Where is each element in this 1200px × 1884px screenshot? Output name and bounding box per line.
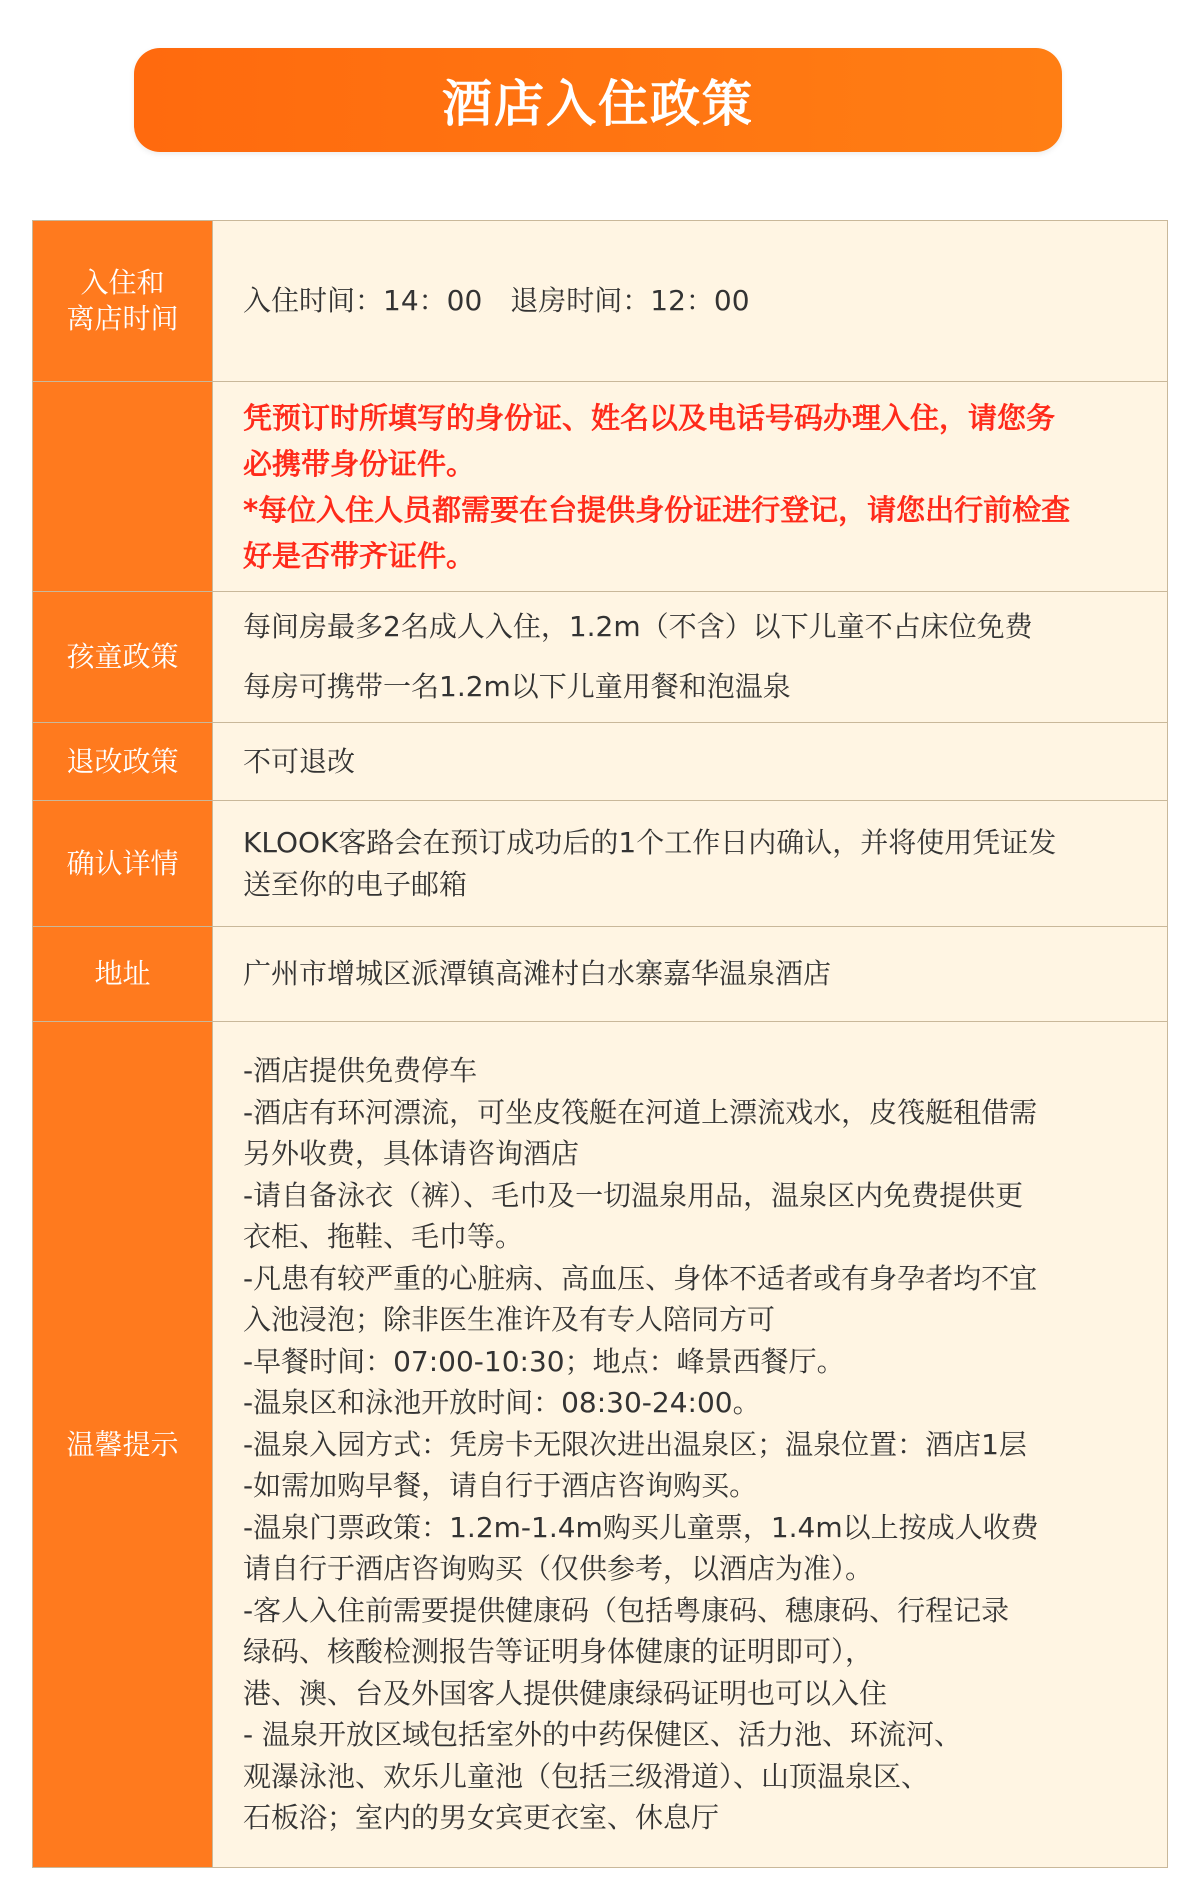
- row-label-line: 孩童政策: [66, 640, 179, 673]
- content-line: 请自行于酒店咨询购买（仅供参考，以酒店为准）。: [243, 1552, 874, 1586]
- row-child-policy: [33, 592, 1167, 723]
- row-label: [33, 221, 213, 381]
- content-line: -温泉门票政策：1.2m-1.4m购买儿童票，1.4m以上按成人收费: [243, 1510, 1039, 1544]
- policy-table: [32, 220, 1168, 1868]
- content-line: -客人入住前需要提供健康码（包括粤康码、穗康码、行程记录: [243, 1593, 1010, 1627]
- page-title: 酒店入住政策: [442, 75, 754, 133]
- content-line: 观瀑泳池、欢乐儿童池（包括三级滑道）、山顶温泉区、: [243, 1759, 930, 1793]
- content-line: 每房可携带一名1.2m以下儿童用餐和泡温泉: [243, 670, 791, 703]
- row-label-line: 确认详情: [66, 846, 179, 880]
- content-line: -温泉入园方式：凭房卡无限次进出温泉区；温泉位置：酒店1层: [243, 1427, 1027, 1461]
- row-confirmation: [33, 801, 1167, 927]
- row-label-line: 地址: [94, 957, 151, 990]
- row-content: [213, 1022, 1167, 1867]
- content-line: 广州市增城区派潭镇高滩村白水寨嘉华温泉酒店: [243, 957, 832, 990]
- row-label: [33, 592, 213, 722]
- row-label: [33, 927, 213, 1021]
- row-address: [33, 927, 1167, 1022]
- content-line: 必携带身份证件。: [243, 446, 476, 481]
- row-label: [33, 801, 213, 926]
- row-content: [213, 801, 1167, 926]
- content-line: KLOOK客路会在预订成功后的1个工作日内确认，并将使用凭证发: [243, 825, 1057, 859]
- row-label: [33, 382, 213, 591]
- content-line: -早餐时间：07:00-10:30；地点：峰景西餐厅。: [243, 1344, 845, 1378]
- row-content: [213, 382, 1167, 591]
- content-line: 衣柜、拖鞋、毛巾等。: [243, 1220, 524, 1254]
- row-label: [33, 723, 213, 800]
- content-line: -温泉区和泳池开放时间：08:30-24:00。: [243, 1386, 761, 1420]
- content-line: 石板浴；室内的男女宾更衣室、休息厅: [243, 1801, 720, 1835]
- row-label-line: 离店时间: [66, 302, 179, 335]
- row-id-requirement: [33, 382, 1167, 592]
- row-content: [213, 723, 1167, 800]
- content-line: -请自备泳衣（裤）、毛巾及一切温泉用品，温泉区内免费提供更: [243, 1178, 1024, 1212]
- row-label: [33, 1022, 213, 1867]
- content-line: 入住时间：14：00 退房时间：12：00: [243, 284, 750, 317]
- row-checkin-time: [33, 221, 1167, 382]
- content-line: 不可退改: [243, 744, 356, 778]
- content-line: 凭预订时所填写的身份证、姓名以及电话号码办理入住，请您务: [243, 400, 1056, 435]
- content-line: -凡患有较严重的心脏病、高血压、身体不适者或有身孕者均不宜: [243, 1261, 1038, 1295]
- row-label-line: 入住和: [80, 266, 165, 299]
- row-tips: [33, 1022, 1167, 1867]
- row-label-line: 温馨提示: [66, 1427, 179, 1461]
- content-line: -酒店提供免费停车: [243, 1054, 478, 1088]
- content-line: -酒店有环河漂流，可坐皮筏艇在河道上漂流戏水，皮筏艇租借需: [243, 1095, 1038, 1129]
- content-line: 绿码、核酸检测报告等证明身体健康的证明即可），: [243, 1635, 874, 1669]
- content-line: *每位入住人员都需要在台提供身份证进行登记，请您出行前检查: [243, 492, 1071, 527]
- content-line: 好是否带齐证件。: [243, 538, 476, 573]
- page-title-banner: [134, 48, 1062, 152]
- row-content: [213, 927, 1167, 1021]
- row-label-line: 退改政策: [66, 744, 179, 778]
- content-line: -如需加购早餐，请自行于酒店咨询购买。: [243, 1469, 758, 1503]
- content-line: 另外收费，具体请咨询酒店: [243, 1137, 580, 1171]
- content-line: 每间房最多2名成人入住，1.2m（不含）以下儿童不占床位免费: [243, 610, 1033, 643]
- content-line: 港、澳、台及外国客人提供健康绿码证明也可以入住: [243, 1676, 888, 1710]
- content-line: - 温泉开放区域包括室外的中药保健区、活力池、环流河、: [243, 1718, 963, 1752]
- row-content: [213, 592, 1167, 722]
- content-line: 送至你的电子邮箱: [243, 867, 468, 901]
- content-line: 入池浸泡；除非医生准许及有专人陪同方可: [243, 1303, 776, 1337]
- row-refund-policy: [33, 723, 1167, 801]
- row-content: [213, 221, 1167, 381]
